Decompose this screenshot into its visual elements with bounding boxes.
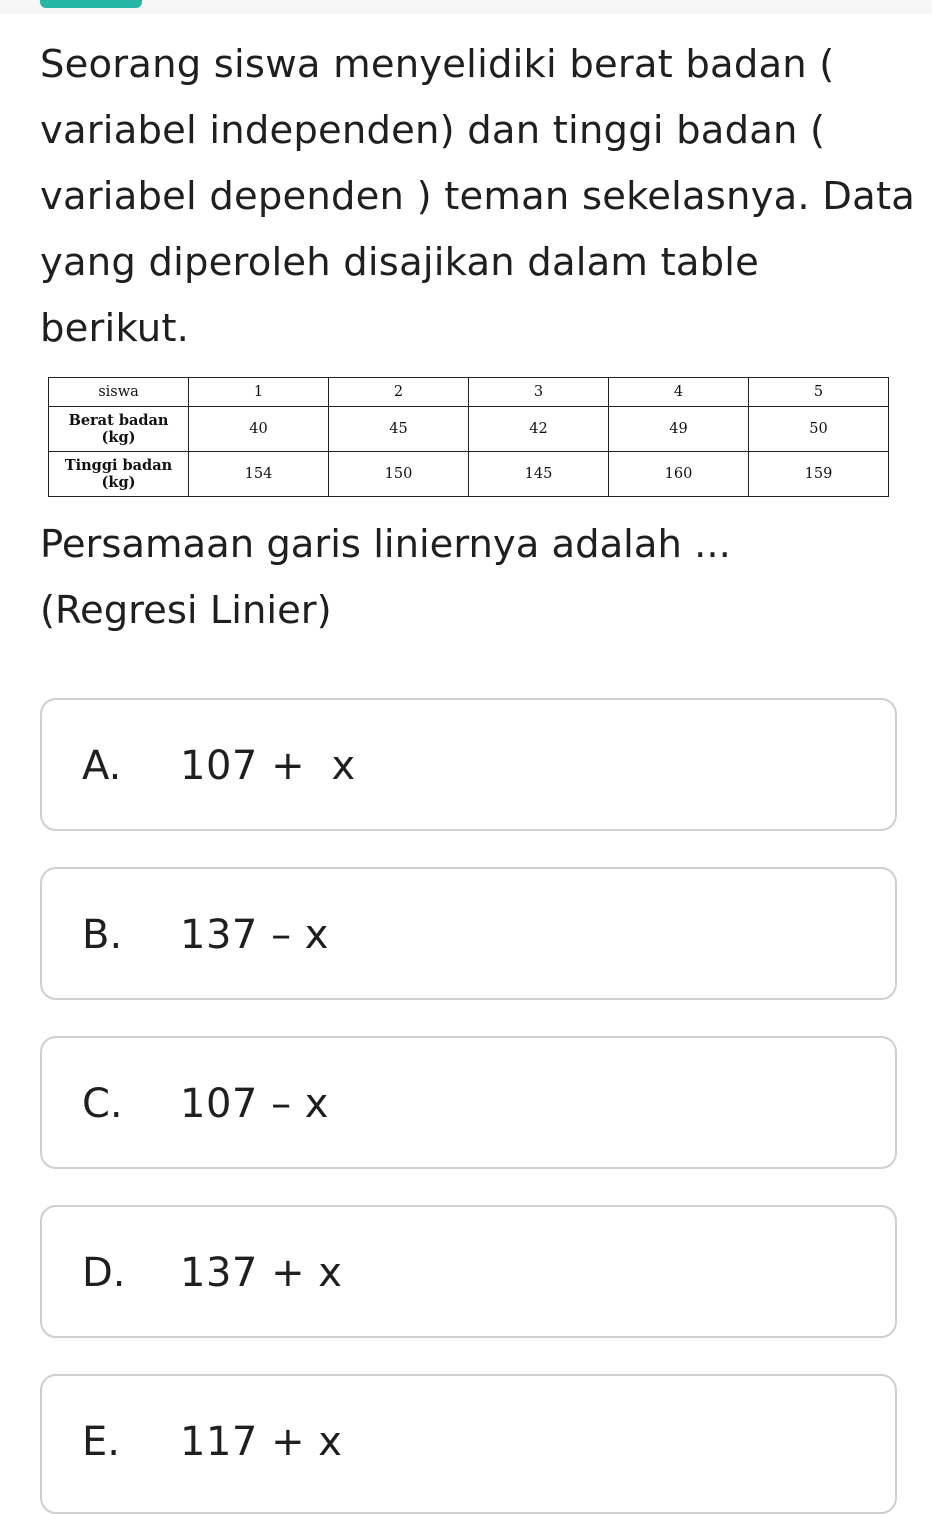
option-answer: 137 – x bbox=[180, 912, 329, 958]
option-letter: D. bbox=[82, 1250, 126, 1296]
table-header-row bbox=[49, 378, 889, 407]
table-row-label: Berat badan (kg) bbox=[49, 407, 189, 452]
table-cell: 159 bbox=[749, 452, 889, 497]
table-cell: 40 bbox=[189, 407, 329, 452]
prompt-text bbox=[40, 512, 920, 644]
table-cell: 45 bbox=[329, 407, 469, 452]
table-row-label: Tinggi badan (kg) bbox=[49, 452, 189, 497]
table-row bbox=[49, 407, 889, 452]
table-cell: 150 bbox=[329, 452, 469, 497]
table-header-cell: 1 bbox=[189, 378, 329, 407]
prompt-line-1: Persamaan garis liniernya adalah ... bbox=[40, 522, 731, 567]
table-header-cell: 5 bbox=[749, 378, 889, 407]
option-answer: 137 + x bbox=[180, 1250, 343, 1296]
table-cell: 50 bbox=[749, 407, 889, 452]
option-a-button[interactable] bbox=[40, 698, 897, 831]
table-header-cell: siswa bbox=[49, 378, 189, 407]
progress-accent-pill bbox=[40, 0, 142, 8]
option-letter: B. bbox=[82, 912, 123, 958]
option-d-button[interactable] bbox=[40, 1205, 897, 1338]
table-cell: 160 bbox=[609, 452, 749, 497]
table-cell: 49 bbox=[609, 407, 749, 452]
table-header-cell: 3 bbox=[469, 378, 609, 407]
option-e-button[interactable] bbox=[40, 1374, 897, 1514]
question-text: Seorang siswa menyelidiki berat badan ( variabel independen) dan tinggi badan ( variabel dependen ) teman sekelasnya. Data yang diperoleh disajikan dalam table berikut. bbox=[40, 42, 916, 351]
option-answer: 107 + x bbox=[180, 743, 356, 789]
option-b-button[interactable] bbox=[40, 867, 897, 1000]
option-letter: C. bbox=[82, 1081, 123, 1127]
table-cell: 154 bbox=[189, 452, 329, 497]
table-cell: 42 bbox=[469, 407, 609, 452]
option-letter: E. bbox=[82, 1419, 120, 1465]
table-row bbox=[49, 452, 889, 497]
prompt-line-2: (Regresi Linier) bbox=[40, 588, 332, 633]
table-cell: 145 bbox=[469, 452, 609, 497]
option-answer: 107 – x bbox=[180, 1081, 329, 1127]
table-header-cell: 4 bbox=[609, 378, 749, 407]
table-header-cell: 2 bbox=[329, 378, 469, 407]
option-answer: 117 + x bbox=[180, 1419, 343, 1465]
data-table bbox=[48, 377, 889, 497]
option-letter: A. bbox=[82, 743, 122, 789]
option-c-button[interactable] bbox=[40, 1036, 897, 1169]
